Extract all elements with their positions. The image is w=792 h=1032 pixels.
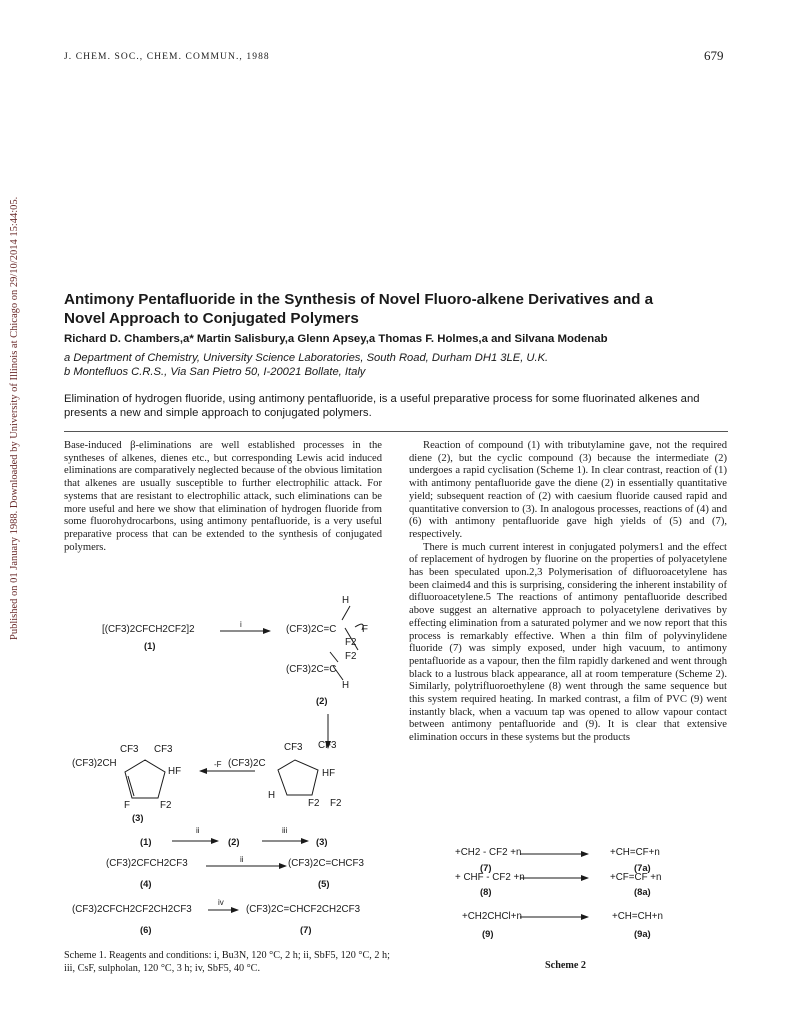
- watermark-text: Published on 01 January 1988. Downloaded by University of Illinois at Chicago on 29/10/2014 15:44:05.: [9, 196, 20, 640]
- compound-label: (5): [318, 878, 330, 889]
- compound-label: (3): [316, 836, 328, 847]
- ring-right-cf3: CF3: [318, 740, 337, 751]
- ring-left-cf3: CF3: [154, 744, 173, 755]
- compound-2-f2a: F2: [345, 637, 357, 648]
- compound-label: (7): [480, 862, 492, 873]
- body-paragraph: There is much current interest in conjugated polymers1 and the effect of replacement of hydrogen by fluorine on the properties of polyacetylene has been speculated upon.2,3 Polymerisation of difluoroacetylene has been claimed4 and this is surprising, considering the inherent instability of difluoroacetylene.5 The reactions of antimony pentafluoride described above suggest an alternative approach to polyacetylene derivatives by effecting elimination from a saturated polymer and we now report that this process is remarkably effective. When a thin film of polyvinylidene fluoride (7) was simply exposed, under high vacuum, to antimony pentafluoride as a vapour, then the film rapidly darkened and went through black to a lustrous black appearance, all at room temperature (Scheme 2). Similarly, polytrifluoroethylene (8) went through the same sequence but this system required heating. In marked contrast, a film of PVC (9) went instantly black, when a vacuum tap was opened to allow vapour contact between antimony pentafluoride and (9). It is clear that extensive elimination occurs in these systems but the products: [409, 541, 727, 744]
- compound-label: (6): [140, 924, 152, 935]
- compound-label: (7a): [634, 862, 651, 873]
- reagent-label: iii: [282, 826, 288, 835]
- affiliation-a: a Department of Chemistry, University Science Laboratories, South Road, Durham DH1 3LE, U.K.: [64, 352, 549, 364]
- author-list: Richard D. Chambers,a* Martin Salisbury,a Glenn Apsey,a Thomas F. Holmes,a and Silvana Modenab: [64, 333, 608, 345]
- ring-left-hf: HF: [168, 766, 182, 777]
- compound-label: (9): [482, 928, 494, 939]
- compound-label: (4): [140, 878, 152, 889]
- polymer-8a-formula: +CF=CF +n: [610, 872, 662, 883]
- scheme-1-caption: Scheme 1. Reagents and conditions: i, Bu3N, 120 °C, 2 h; ii, SbF5, 120 °C, 2 h; iii, CsF, sulpholan, 120 °C, 3 h; iv, SbF5, 40 °C.: [64, 950, 390, 974]
- reagent-minus-f: -F: [214, 760, 222, 769]
- reagent-label: ii: [240, 855, 244, 864]
- ring-right-cf3: CF3: [284, 742, 303, 753]
- ring-right-f2: F2: [330, 798, 342, 809]
- reagent-label: i: [240, 620, 242, 629]
- ring-right-h: H: [268, 790, 276, 801]
- page-number: 679: [704, 48, 724, 63]
- compound-label: (2): [316, 695, 328, 706]
- compound-label: (9a): [634, 928, 651, 939]
- ring-right-substituent: (CF3)2C: [228, 758, 266, 769]
- compound-2-h: H: [342, 595, 350, 606]
- compound-label: (1): [144, 640, 156, 651]
- compound-label: (8): [480, 886, 492, 897]
- compound-label: (1): [140, 836, 152, 847]
- reagent-label: ii: [196, 826, 200, 835]
- ring-left-f2: F2: [160, 800, 172, 811]
- body-paragraph: Base-induced β-eliminations are well established processes in the syntheses of alkenes, dienes etc., but corresponding Lewis acid induced eliminations are comparatively neglected because of the obvious limitation that alkenes are usually susceptible to further electrophilic attack. For systems that are resistant to electrophilic attack, such eliminations can be more useful and here we show that elimination of hydrogen fluoride from some fluorohydrocarbons, using antimony pentafluoride, is a very useful preparative process that can be extended to the synthesis of conjugated polymers.: [64, 440, 382, 553]
- compound-2-f: F: [362, 624, 368, 635]
- polymer-7-formula: +CH2 - CF2 +n: [455, 847, 522, 858]
- ring-left-substituent: (CF3)2CH: [72, 758, 117, 769]
- compound-label: (7): [300, 924, 312, 935]
- compound-2-f2b: F2: [345, 651, 357, 662]
- affiliation-b: b Montefluos C.R.S., Via San Pietro 50, I-20021 Bollate, Italy: [64, 366, 366, 378]
- compound-5-formula: (CF3)2C=CHCF3: [288, 858, 364, 869]
- polymer-7a-formula: +CH=CF+n: [610, 847, 660, 858]
- journal-header: J. CHEM. SOC., CHEM. COMMUN., 1988: [64, 52, 270, 62]
- polymer-9-formula: +CH2CHCl+n: [462, 911, 522, 922]
- polymer-8-formula: + CHF - CF2 +n: [455, 872, 525, 883]
- title-line-1: Antimony Pentafluoride in the Synthesis of Novel Fluoro-alkene Derivatives and a: [64, 291, 654, 308]
- polymer-9a-formula: +CH=CH+n: [612, 911, 663, 922]
- compound-label: (2): [228, 836, 240, 847]
- compound-label: (3): [132, 812, 144, 823]
- ring-left-cf3: CF3: [120, 744, 139, 755]
- compound-2-h2: H: [342, 680, 350, 691]
- compound-1-formula: [(CF3)2CFCH2CF2]2: [102, 624, 195, 635]
- ring-right-hf: HF: [322, 768, 336, 779]
- compound-label: (8a): [634, 886, 651, 897]
- compound-6-formula: (CF3)2CFCH2CF2CH2CF3: [72, 904, 192, 915]
- ring-right-f2: F2: [308, 798, 320, 809]
- abstract: Elimination of hydrogen fluoride, using antimony pentafluoride, is a useful preparative process for some fluorinated alkenes and presents a new and simple approach to conjugated polymers.: [64, 393, 700, 419]
- compound-7-formula: (CF3)2C=CHCF2CH2CF3: [246, 904, 361, 915]
- compound-4-formula: (CF3)2CFCH2CF3: [106, 858, 188, 869]
- scheme-2-caption: Scheme 2: [545, 960, 587, 971]
- compound-2-bottom: (CF3)2C=C: [286, 664, 337, 675]
- reagent-label: iv: [218, 898, 224, 907]
- title-line-2: Novel Approach to Conjugated Polymers: [64, 310, 359, 327]
- body-paragraph: Reaction of compound (1) with tributylamine gave, not the required diene (2), but the cyclic compound (3) because the intermediate (2) undergoes a rapid cyclisation (Scheme 1). In clear contrast, reaction of (1) with antimony pentafluoride gave the diene (2) in essentially quantitative yield; subsequent reaction of (2) with caesium fluoride caused rapid and quantitative conversion to (3). In analogous processes, reactions of (4) and (6) with antimony pentafluoride gave high yields of (5) and (7), respectively.: [409, 440, 727, 540]
- compound-2-top: (CF3)2C=C: [286, 624, 337, 635]
- ring-left-f: F: [124, 800, 130, 811]
